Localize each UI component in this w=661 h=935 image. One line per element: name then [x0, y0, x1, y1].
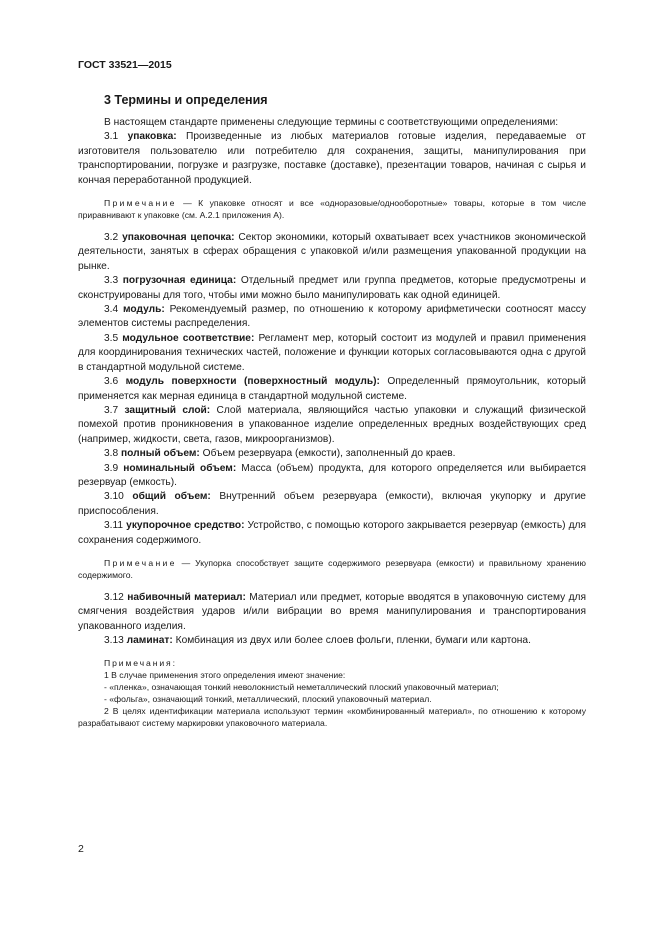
term-name: модуль поверхности (поверхностный модуль): — [125, 376, 380, 388]
term-definition: Объем резервуара (емкости), заполненный до краев. — [202, 448, 456, 460]
term-number: 3.4 — [104, 304, 119, 316]
term-number: 3.2 — [104, 232, 119, 244]
term-number: 3.9 — [104, 462, 119, 474]
term-number: 3.5 — [104, 332, 119, 344]
note-line: 2 В целях идентификации материала используют термин «комбинированный материал», по отношению к которому разрабатывают систему маркировки упаковочного материала. — [78, 705, 586, 728]
term-number: 3.13 — [104, 635, 124, 647]
notes-header: Примечания: — [104, 657, 177, 668]
term-entry — [78, 231, 586, 274]
intro-paragraph: В настоящем стандарте применены следующие термины с соответствующими определениями: — [104, 117, 559, 128]
note — [78, 557, 586, 581]
term-name: общий объем: — [132, 491, 211, 503]
term-definition: Определенный прямоугольник, который применяется как мерная единица в стандартной модульной системе. — [78, 376, 586, 402]
term-name: укупорочное средство: — [126, 520, 245, 532]
term-definition: Устройство, с помощью которого закрывается резервуар (емкость) для сохранения содержимого. — [78, 520, 587, 546]
term-name: погрузочная единица: — [122, 275, 237, 287]
note-line: 1 В случае применения этого определения имеют значение: — [104, 669, 346, 680]
note-label: Примечание — [104, 557, 177, 568]
term-name: полный объем: — [121, 448, 200, 460]
term-entry — [78, 462, 586, 491]
term-definition: Рекомендуемый размер, по отношению к которому арифметически соотносят массу элементов системы распределения. — [78, 304, 586, 330]
term-definition: Произведенные из любых материалов готовые изделия, передаваемые от изготовителя пользователю или потребителю для сохранения, защиты, манипулирования при транспортировании, погрузке и разгрузке, поставке (доставке), презентации товаров, начиная с сырья и кончая переработанной продукцией. — [78, 131, 586, 186]
term-name: защитный слой: — [124, 404, 211, 416]
term-name: модульное соответствие: — [122, 332, 255, 344]
notes-block — [78, 657, 586, 729]
term-number: 3.1 — [104, 131, 119, 143]
term-entry — [78, 634, 586, 648]
term-name: набивочный материал: — [127, 591, 246, 603]
term-definition: Регламент мер, который состоит из модулей и правил применения для координирования технических частей, положение и функции которых согласовываются одна с другой в стандартной модульной системе. — [78, 332, 586, 373]
term-entry — [78, 332, 586, 375]
term-name: модуль: — [123, 304, 165, 316]
note — [78, 197, 586, 221]
term-entry — [78, 490, 586, 519]
section-content — [78, 116, 586, 729]
term-entry — [78, 404, 586, 447]
term-number: 3.3 — [104, 275, 119, 287]
term-definition: Отдельный предмет или группа предметов, которые предусмотрены и сконструированы для того, чтобы ими можно было манипулировать как одной единицей. — [78, 275, 586, 301]
term-entry — [78, 447, 586, 461]
note-line: - «фольга», означающий тонкий, металлический, плоский упаковочный материал. — [104, 693, 432, 704]
note-line: - «пленка», означающая тонкий неволокнистый неметаллический плоский упаковочный материал; — [104, 681, 499, 692]
term-entry — [78, 274, 586, 303]
page-number: 2 — [78, 843, 84, 855]
term-definition: Внутренний объем резервуара (емкости), включая укупорку и другие приспособления. — [78, 491, 586, 517]
term-name: ламинат: — [126, 635, 173, 647]
term-number: 3.11 — [104, 520, 124, 532]
term-number: 3.10 — [104, 491, 124, 503]
term-entry — [78, 519, 586, 548]
term-entry — [78, 303, 586, 332]
note-label: Примечание — [104, 198, 177, 209]
term-definition: Слой материала, являющийся частью упаковки и служащий физической помехой против проникновения в упакованное изделие определенных вредных воздействующих сред (например, жидкости, света, газов, микроорганизмов). — [78, 404, 586, 445]
term-name: упаковочная цепочка: — [122, 232, 235, 244]
term-definition: Сектор экономики, который охватывает всех участников экономической деятельности, занятых в сферах обращения с упаковкой и/или размещения упакованной продукции на рынке. — [78, 232, 586, 272]
term-entry — [78, 591, 586, 634]
section-title: 3 Термины и определения — [104, 93, 268, 107]
note-text: — К упаковке относят и все «одноразовые/однооборотные» товары, которые в том числе приравнивают к упаковке (см. А.2.1 приложения А). — [78, 198, 586, 221]
term-name: номинальный объем: — [123, 462, 237, 474]
term-number: 3.6 — [104, 376, 119, 388]
term-entry — [78, 130, 586, 188]
term-entry — [78, 375, 586, 404]
term-number: 3.8 — [104, 448, 119, 460]
note-text: — Укупорка способствует защите содержимого резервуара (емкости) и правильному хранению содержимого. — [78, 557, 586, 580]
term-definition: Комбинация из двух или более слоев фольги, пленки, бумаги или картона. — [175, 635, 531, 647]
document-code-header: ГОСТ 33521—2015 — [78, 59, 172, 71]
term-definition: Материал или предмет, которые вводятся в упаковочную систему для смягчения воздействия ударов и/или вибрации во время манипулирования и транспортирования упакованного изделия. — [78, 591, 586, 632]
term-definition: Масса (объем) продукта, для которого определяется или выбирается резервуар (емкость). — [78, 462, 586, 488]
term-number: 3.7 — [104, 404, 119, 416]
term-name: упаковка: — [127, 131, 177, 143]
term-number: 3.12 — [104, 591, 124, 603]
